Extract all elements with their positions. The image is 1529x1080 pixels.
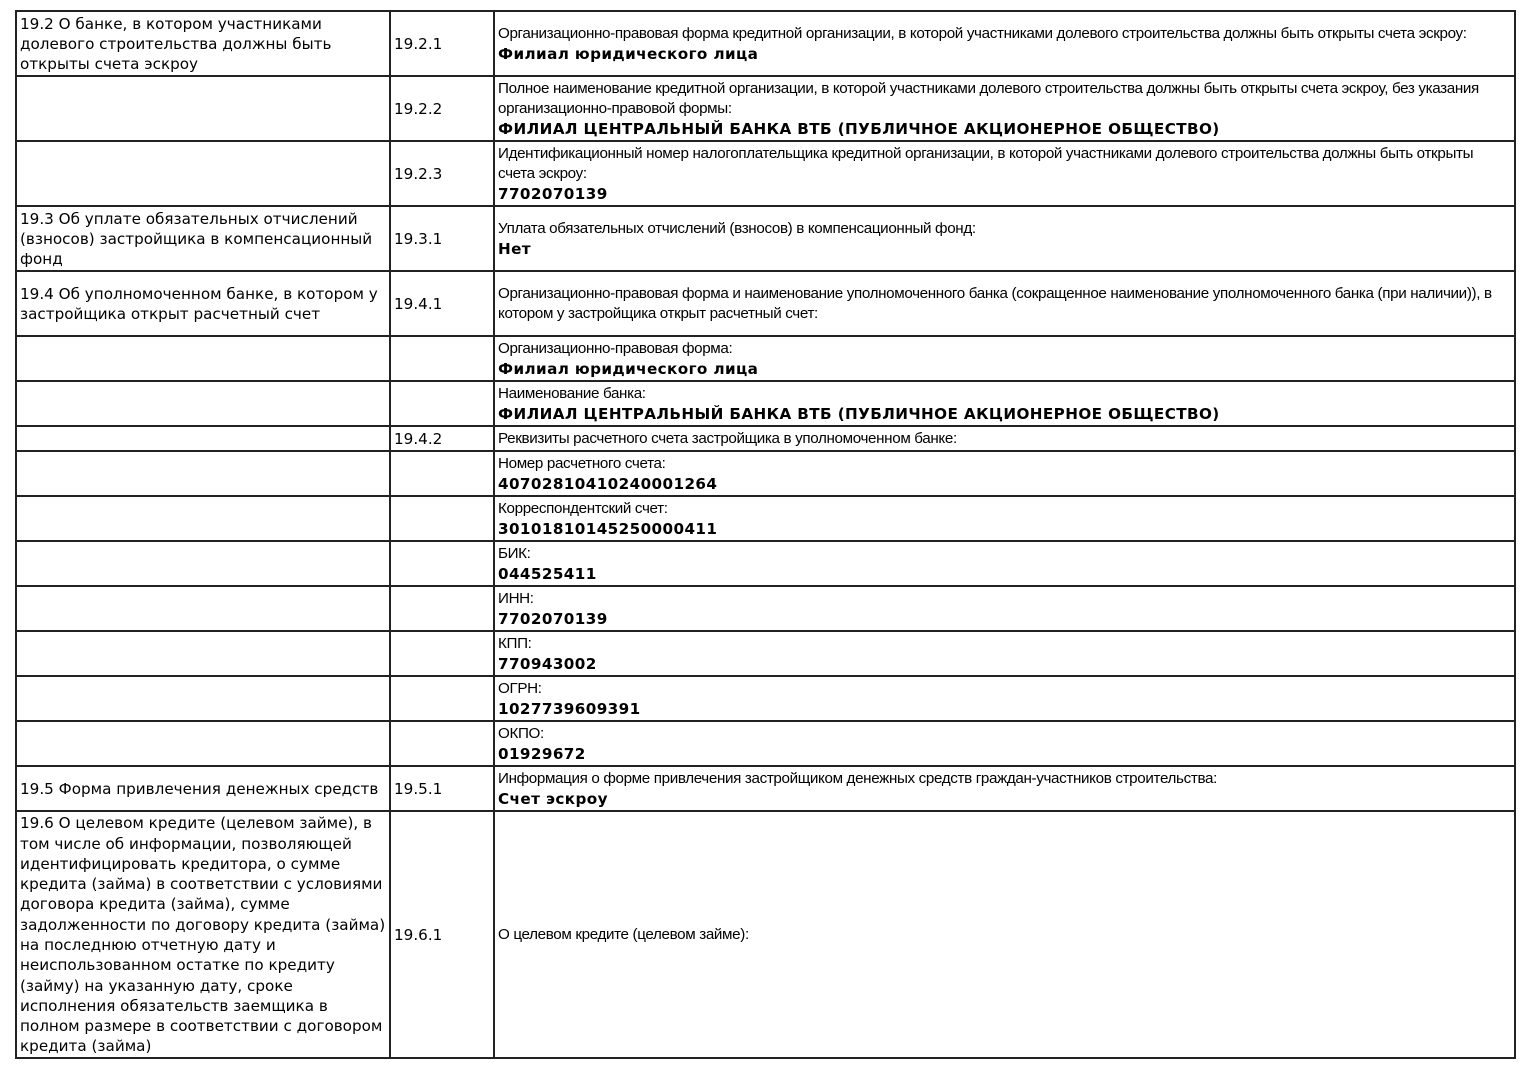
- item-number: [390, 336, 494, 381]
- item-number: 19.4.1: [390, 271, 494, 336]
- field-label: Идентификационный номер налогоплательщика кредитной организации, в которой участниками долевого строительства должны быть открыты счета эскроу:: [498, 144, 1474, 182]
- table-row: [16, 676, 1515, 721]
- section-cell: [16, 586, 390, 631]
- field-label: Организационно-правовая форма кредитной организации, в которой участниками долевого строительства должны быть открыты счета эскроу:: [498, 24, 1467, 42]
- field-label: Информация о форме привлечения застройщиком денежных средств граждан-участников строительства:: [498, 769, 1217, 787]
- field-label: Корреспондентский счет:: [498, 499, 668, 517]
- section-cell: [16, 451, 390, 496]
- description-cell: [494, 586, 1515, 631]
- field-label: О целевом кредите (целевом займе):: [498, 925, 749, 943]
- field-value: 01929672: [498, 745, 586, 763]
- field-value: Филиал юридического лица: [498, 360, 759, 378]
- description-cell: [494, 206, 1515, 271]
- item-number: [390, 721, 494, 766]
- field-label: КПП:: [498, 634, 532, 652]
- field-label: Организационно-правовая форма:: [498, 339, 733, 357]
- field-label: ОКПО:: [498, 724, 544, 742]
- description-cell: [494, 11, 1515, 76]
- section-cell: [16, 141, 390, 206]
- description-cell: [494, 721, 1515, 766]
- item-number: [390, 496, 494, 541]
- item-number: 19.2.1: [390, 11, 494, 76]
- table-row: [16, 811, 1515, 1058]
- description-cell: [494, 676, 1515, 721]
- section-cell: [16, 676, 390, 721]
- item-number: 19.3.1: [390, 206, 494, 271]
- field-label: Организационно-правовая форма и наименование уполномоченного банка (сокращенное наименование уполномоченного банка (при наличии)), в котором у застройщика открыт расчетный счет:: [498, 284, 1492, 322]
- section-cell: [16, 496, 390, 541]
- section-cell: [16, 381, 390, 426]
- field-value: 7702070139: [498, 610, 608, 628]
- field-value: ФИЛИАЛ ЦЕНТРАЛЬНЫЙ БАНКА ВТБ (ПУБЛИЧНОЕ АКЦИОНЕРНОЕ ОБЩЕСТВО): [498, 405, 1220, 423]
- item-number: [390, 451, 494, 496]
- section-cell: 19.5 Форма привлечения денежных средств: [16, 766, 390, 811]
- field-label: Наименование банка:: [498, 384, 646, 402]
- section-cell: 19.3 Об уплате обязательных отчислений (взносов) застройщика в компенсационный фонд: [16, 206, 390, 271]
- item-number: [390, 541, 494, 586]
- table-row: [16, 766, 1515, 811]
- description-cell: [494, 451, 1515, 496]
- section-cell: 19.2 О банке, в котором участниками долевого строительства должны быть открыты счета эскроу: [16, 11, 390, 76]
- table-row: [16, 426, 1515, 451]
- disclosure-table: [15, 10, 1516, 1059]
- section-cell: 19.6 О целевом кредите (целевом займе), в том числе об информации, позволяющей идентифицировать кредитора, о сумме кредита (займа) в соответствии с условиями договора кредита (займа), сумме задолженности по договору кредита (займа) на последнюю отчетную дату и неиспользованном остатке по кредиту (займу) на указанную дату, сроке исполнения обязательств заемщика в полном размере в соответствии с договором кредита (займа): [16, 811, 390, 1058]
- field-value: 40702810410240001264: [498, 475, 718, 493]
- section-cell: [16, 631, 390, 676]
- field-value: 7702070139: [498, 185, 608, 204]
- description-cell: [494, 631, 1515, 676]
- field-label: Уплата обязательных отчислений (взносов) в компенсационный фонд:: [498, 219, 976, 237]
- description-cell: [494, 541, 1515, 586]
- description-cell: [494, 496, 1515, 541]
- field-value: Филиал юридического лица: [498, 45, 759, 63]
- item-number: 19.4.2: [390, 426, 494, 451]
- section-cell: [16, 541, 390, 586]
- field-value: 770943002: [498, 655, 597, 673]
- field-label: Реквизиты расчетного счета застройщика в уполномоченном банке:: [498, 429, 957, 447]
- table-row: [16, 381, 1515, 426]
- section-cell: 19.4 Об уполномоченном банке, в котором у застройщика открыт расчетный счет: [16, 271, 390, 336]
- item-number: [390, 381, 494, 426]
- table-row: [16, 271, 1515, 336]
- description-cell: [494, 426, 1515, 451]
- table-row: [16, 496, 1515, 541]
- description-cell: [494, 336, 1515, 381]
- description-cell: [494, 141, 1515, 206]
- field-value: 30101810145250000411: [498, 520, 718, 538]
- description-cell: [494, 271, 1515, 336]
- item-number: 19.2.2: [390, 76, 494, 141]
- field-value: 044525411: [498, 565, 597, 583]
- field-value: ФИЛИАЛ ЦЕНТРАЛЬНЫЙ БАНКА ВТБ (ПУБЛИЧНОЕ АКЦИОНЕРНОЕ ОБЩЕСТВО): [498, 120, 1220, 139]
- item-number: [390, 631, 494, 676]
- table-row: [16, 141, 1515, 206]
- field-label: БИК:: [498, 544, 531, 562]
- table-row: [16, 206, 1515, 271]
- field-label: ОГРН:: [498, 679, 542, 697]
- table-row: [16, 11, 1515, 76]
- field-label: Полное наименование кредитной организации, в которой участниками долевого строительства должны быть открыты счета эскроу, без указания организационно-правовой формы:: [498, 79, 1479, 117]
- section-cell: [16, 721, 390, 766]
- table-row: [16, 451, 1515, 496]
- table-row: [16, 586, 1515, 631]
- section-cell: [16, 336, 390, 381]
- field-value: 1027739609391: [498, 700, 641, 718]
- table-row: [16, 721, 1515, 766]
- table-row: [16, 541, 1515, 586]
- description-cell: [494, 811, 1515, 1058]
- item-number: 19.2.3: [390, 141, 494, 206]
- field-label: Номер расчетного счета:: [498, 454, 666, 472]
- section-cell: [16, 426, 390, 451]
- field-value: Нет: [498, 240, 532, 258]
- description-cell: [494, 76, 1515, 141]
- item-number: 19.6.1: [390, 811, 494, 1058]
- item-number: [390, 586, 494, 631]
- description-cell: [494, 381, 1515, 426]
- section-cell: [16, 76, 390, 141]
- table-row: [16, 76, 1515, 141]
- description-cell: [494, 766, 1515, 811]
- field-label: ИНН:: [498, 589, 534, 607]
- item-number: 19.5.1: [390, 766, 494, 811]
- table-row: [16, 631, 1515, 676]
- table-row: [16, 336, 1515, 381]
- item-number: [390, 676, 494, 721]
- field-value: Счет эскроу: [498, 790, 608, 808]
